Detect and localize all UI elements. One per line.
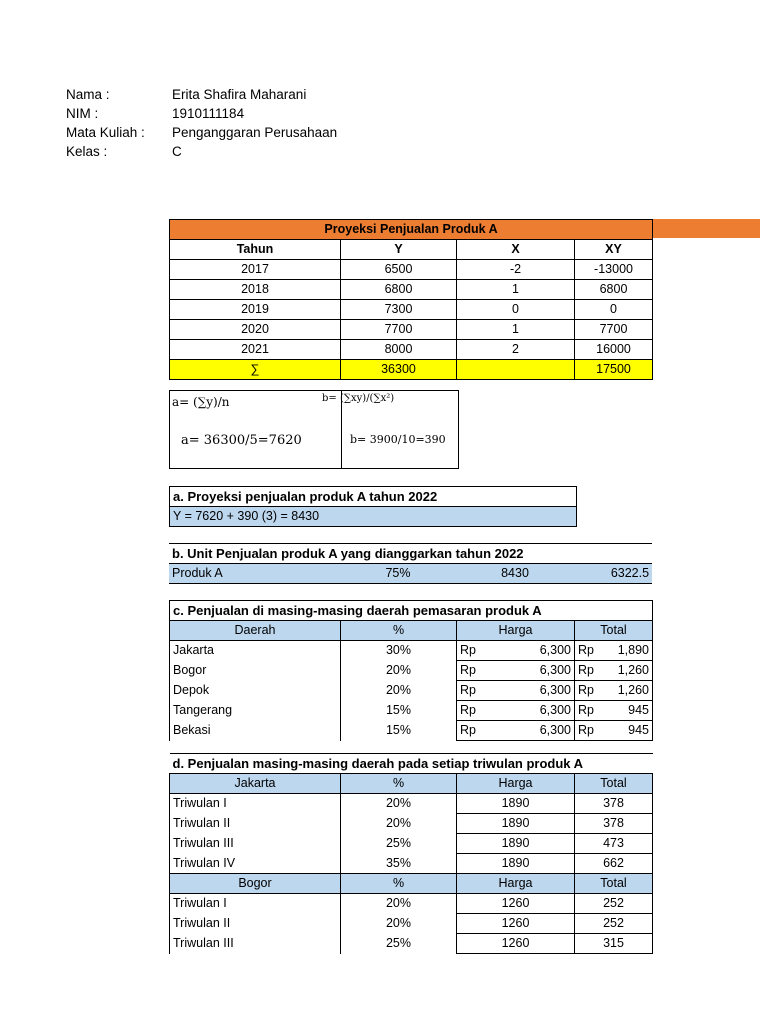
region-price	[457, 681, 575, 701]
currency-label: Rp	[460, 683, 476, 697]
projection-cell-y: 7700	[341, 320, 457, 340]
projection-cell-y: 6500	[341, 260, 457, 280]
projection-cell-y: 8000	[341, 340, 457, 360]
jakarta-quarter-price: 1890	[457, 794, 575, 814]
info-kelas	[66, 142, 337, 161]
section-b-pct: 75%	[340, 564, 456, 584]
region-price	[457, 641, 575, 661]
price-value: 6,300	[539, 723, 571, 737]
region-name: Bekasi	[170, 721, 341, 741]
section-c-table	[169, 600, 653, 741]
region-pct: 15%	[341, 701, 457, 721]
header-tahun: Tahun	[170, 240, 341, 260]
table-row	[170, 661, 653, 681]
bogor-quarter-name: Triwulan I	[170, 894, 341, 914]
d-bogor-header-total: Total	[575, 874, 653, 894]
currency-label: Rp	[578, 723, 594, 737]
bogor-quarter-price: 1260	[457, 934, 575, 954]
region-total	[575, 681, 653, 701]
region-name: Tangerang	[170, 701, 341, 721]
region-name: Depok	[170, 681, 341, 701]
nama-label: Nama :	[66, 87, 110, 102]
d-jakarta-header-total: Total	[575, 774, 653, 794]
table-row	[170, 721, 653, 741]
jakarta-quarter-price: 1890	[457, 834, 575, 854]
jakarta-quarter-name: Triwulan II	[170, 814, 341, 834]
projection-cell-tahun: 2021	[170, 340, 341, 360]
orange-header-extension	[651, 219, 760, 238]
sum-xy: 17500	[575, 360, 653, 380]
info-nim	[66, 104, 337, 123]
jakarta-quarter-name: Triwulan IV	[170, 854, 341, 874]
currency-label: Rp	[460, 723, 476, 737]
table-row	[170, 260, 653, 280]
jakarta-quarter-price: 1890	[457, 814, 575, 834]
jakarta-quarter-pct: 20%	[341, 794, 457, 814]
sum-x	[457, 360, 575, 380]
total-value: 1,890	[617, 643, 649, 657]
table-row	[170, 894, 653, 914]
projection-cell-y: 6800	[341, 280, 457, 300]
currency-label: Rp	[460, 663, 476, 677]
d-jakarta-header-region: Jakarta	[170, 774, 341, 794]
price-value: 6,300	[539, 683, 571, 697]
projection-table	[169, 219, 653, 380]
currency-label: Rp	[578, 703, 594, 717]
table-row	[170, 934, 653, 954]
jakarta-quarter-name: Triwulan I	[170, 794, 341, 814]
header-xy: XY	[575, 240, 653, 260]
nama-value: Erita Shafira Maharani	[172, 87, 307, 102]
jakarta-quarter-pct: 20%	[341, 814, 457, 834]
table-row	[170, 300, 653, 320]
projection-cell-xy: 0	[575, 300, 653, 320]
projection-cell-x: 0	[457, 300, 575, 320]
projection-cell-xy: 6800	[575, 280, 653, 300]
projection-cell-x: -2	[457, 260, 575, 280]
c-header-pct: %	[341, 621, 457, 641]
region-pct: 30%	[341, 641, 457, 661]
section-a-title: a. Proyeksi penjualan produk A tahun 2022	[170, 487, 577, 507]
projection-title: Proyeksi Penjualan Produk A	[170, 220, 653, 240]
section-d-table	[169, 753, 653, 954]
table-row	[170, 681, 653, 701]
jakarta-quarter-pct: 25%	[341, 834, 457, 854]
region-pct: 15%	[341, 721, 457, 741]
total-value: 1,260	[617, 663, 649, 677]
b-formula: b= (∑xy)/(∑x²)	[322, 393, 395, 404]
bogor-quarter-name: Triwulan III	[170, 934, 341, 954]
bogor-quarter-name: Triwulan II	[170, 914, 341, 934]
jakarta-quarter-total: 473	[575, 834, 653, 854]
a-formula: a= (∑y)/n	[172, 395, 230, 409]
header-y: Y	[341, 240, 457, 260]
section-b-table	[169, 543, 652, 584]
region-total	[575, 641, 653, 661]
currency-label: Rp	[460, 643, 476, 657]
price-value: 6,300	[539, 703, 571, 717]
bogor-quarter-pct: 20%	[341, 894, 457, 914]
price-value: 6,300	[539, 643, 571, 657]
table-row	[170, 280, 653, 300]
table-row	[170, 914, 653, 934]
region-total	[575, 721, 653, 741]
b-value: b= 3900/10=390	[350, 433, 446, 446]
table-row	[170, 794, 653, 814]
d-jakarta-header-pct: %	[341, 774, 457, 794]
student-info	[66, 85, 337, 161]
projection-cell-x: 1	[457, 320, 575, 340]
bogor-quarter-total: 252	[575, 914, 653, 934]
region-total	[575, 701, 653, 721]
bogor-quarter-total: 315	[575, 934, 653, 954]
nim-value: 1910111184	[172, 106, 245, 121]
jakarta-quarter-total: 378	[575, 794, 653, 814]
info-mk	[66, 123, 337, 142]
mk-label: Mata Kuliah :	[66, 125, 145, 140]
projection-cell-tahun: 2019	[170, 300, 341, 320]
bogor-quarter-price: 1260	[457, 894, 575, 914]
jakarta-quarter-total: 378	[575, 814, 653, 834]
d-bogor-header-region: Bogor	[170, 874, 341, 894]
price-value: 6,300	[539, 663, 571, 677]
bogor-quarter-price: 1260	[457, 914, 575, 934]
table-row	[170, 320, 653, 340]
table-row	[170, 701, 653, 721]
region-pct: 20%	[341, 661, 457, 681]
region-total	[575, 661, 653, 681]
region-price	[457, 721, 575, 741]
section-c-title: c. Penjualan di masing-masing daerah pemasaran produk A	[170, 601, 653, 621]
d-bogor-header-harga: Harga	[457, 874, 575, 894]
section-b-units: 6322.5	[574, 564, 652, 584]
region-price	[457, 701, 575, 721]
mk-value: Penganggaran Perusahaan	[172, 125, 338, 140]
c-header-daerah: Daerah	[170, 621, 341, 641]
total-value: 945	[628, 723, 649, 737]
total-value: 945	[628, 703, 649, 717]
jakarta-quarter-total: 662	[575, 854, 653, 874]
section-a-value: Y = 7620 + 390 (3) = 8430	[170, 507, 577, 527]
kelas-value: C	[172, 144, 182, 159]
formula-box	[169, 390, 459, 469]
table-row	[170, 834, 653, 854]
currency-label: Rp	[578, 663, 594, 677]
projection-cell-tahun: 2018	[170, 280, 341, 300]
currency-label: Rp	[578, 683, 594, 697]
jakarta-quarter-pct: 35%	[341, 854, 457, 874]
d-jakarta-header-harga: Harga	[457, 774, 575, 794]
projection-cell-tahun: 2017	[170, 260, 341, 280]
section-b-qty: 8430	[456, 564, 574, 584]
projection-cell-x: 2	[457, 340, 575, 360]
projection-cell-y: 7300	[341, 300, 457, 320]
c-header-harga: Harga	[457, 621, 575, 641]
table-row	[170, 854, 653, 874]
bogor-quarter-pct: 25%	[341, 934, 457, 954]
d-bogor-header-pct: %	[341, 874, 457, 894]
sum-y: 36300	[341, 360, 457, 380]
section-d-title: d. Penjualan masing-masing daerah pada setiap triwulan produk A	[170, 754, 653, 774]
projection-cell-xy: 16000	[575, 340, 653, 360]
currency-label: Rp	[578, 643, 594, 657]
header-x: X	[457, 240, 575, 260]
currency-label: Rp	[460, 703, 476, 717]
table-row	[170, 641, 653, 661]
projection-cell-xy: 7700	[575, 320, 653, 340]
region-name: Bogor	[170, 661, 341, 681]
c-header-total: Total	[575, 621, 653, 641]
kelas-label: Kelas :	[66, 144, 108, 159]
jakarta-quarter-name: Triwulan III	[170, 834, 341, 854]
bogor-quarter-total: 252	[575, 894, 653, 914]
projection-cell-xy: -13000	[575, 260, 653, 280]
projection-cell-tahun: 2020	[170, 320, 341, 340]
jakarta-quarter-price: 1890	[457, 854, 575, 874]
projection-cell-x: 1	[457, 280, 575, 300]
nim-label: NIM :	[66, 106, 99, 121]
bogor-quarter-pct: 20%	[341, 914, 457, 934]
table-row	[170, 340, 653, 360]
region-name: Jakarta	[170, 641, 341, 661]
total-value: 1,260	[617, 683, 649, 697]
table-row	[170, 814, 653, 834]
section-b-product: Produk A	[169, 564, 340, 584]
region-price	[457, 661, 575, 681]
a-value: a= 36300/5=7620	[181, 433, 302, 448]
sum-symbol: ∑	[170, 360, 341, 380]
section-a-table	[169, 486, 577, 527]
section-b-title: b. Unit Penjualan produk A yang dianggarkan tahun 2022	[169, 544, 652, 564]
info-nama	[66, 85, 337, 104]
region-pct: 20%	[341, 681, 457, 701]
